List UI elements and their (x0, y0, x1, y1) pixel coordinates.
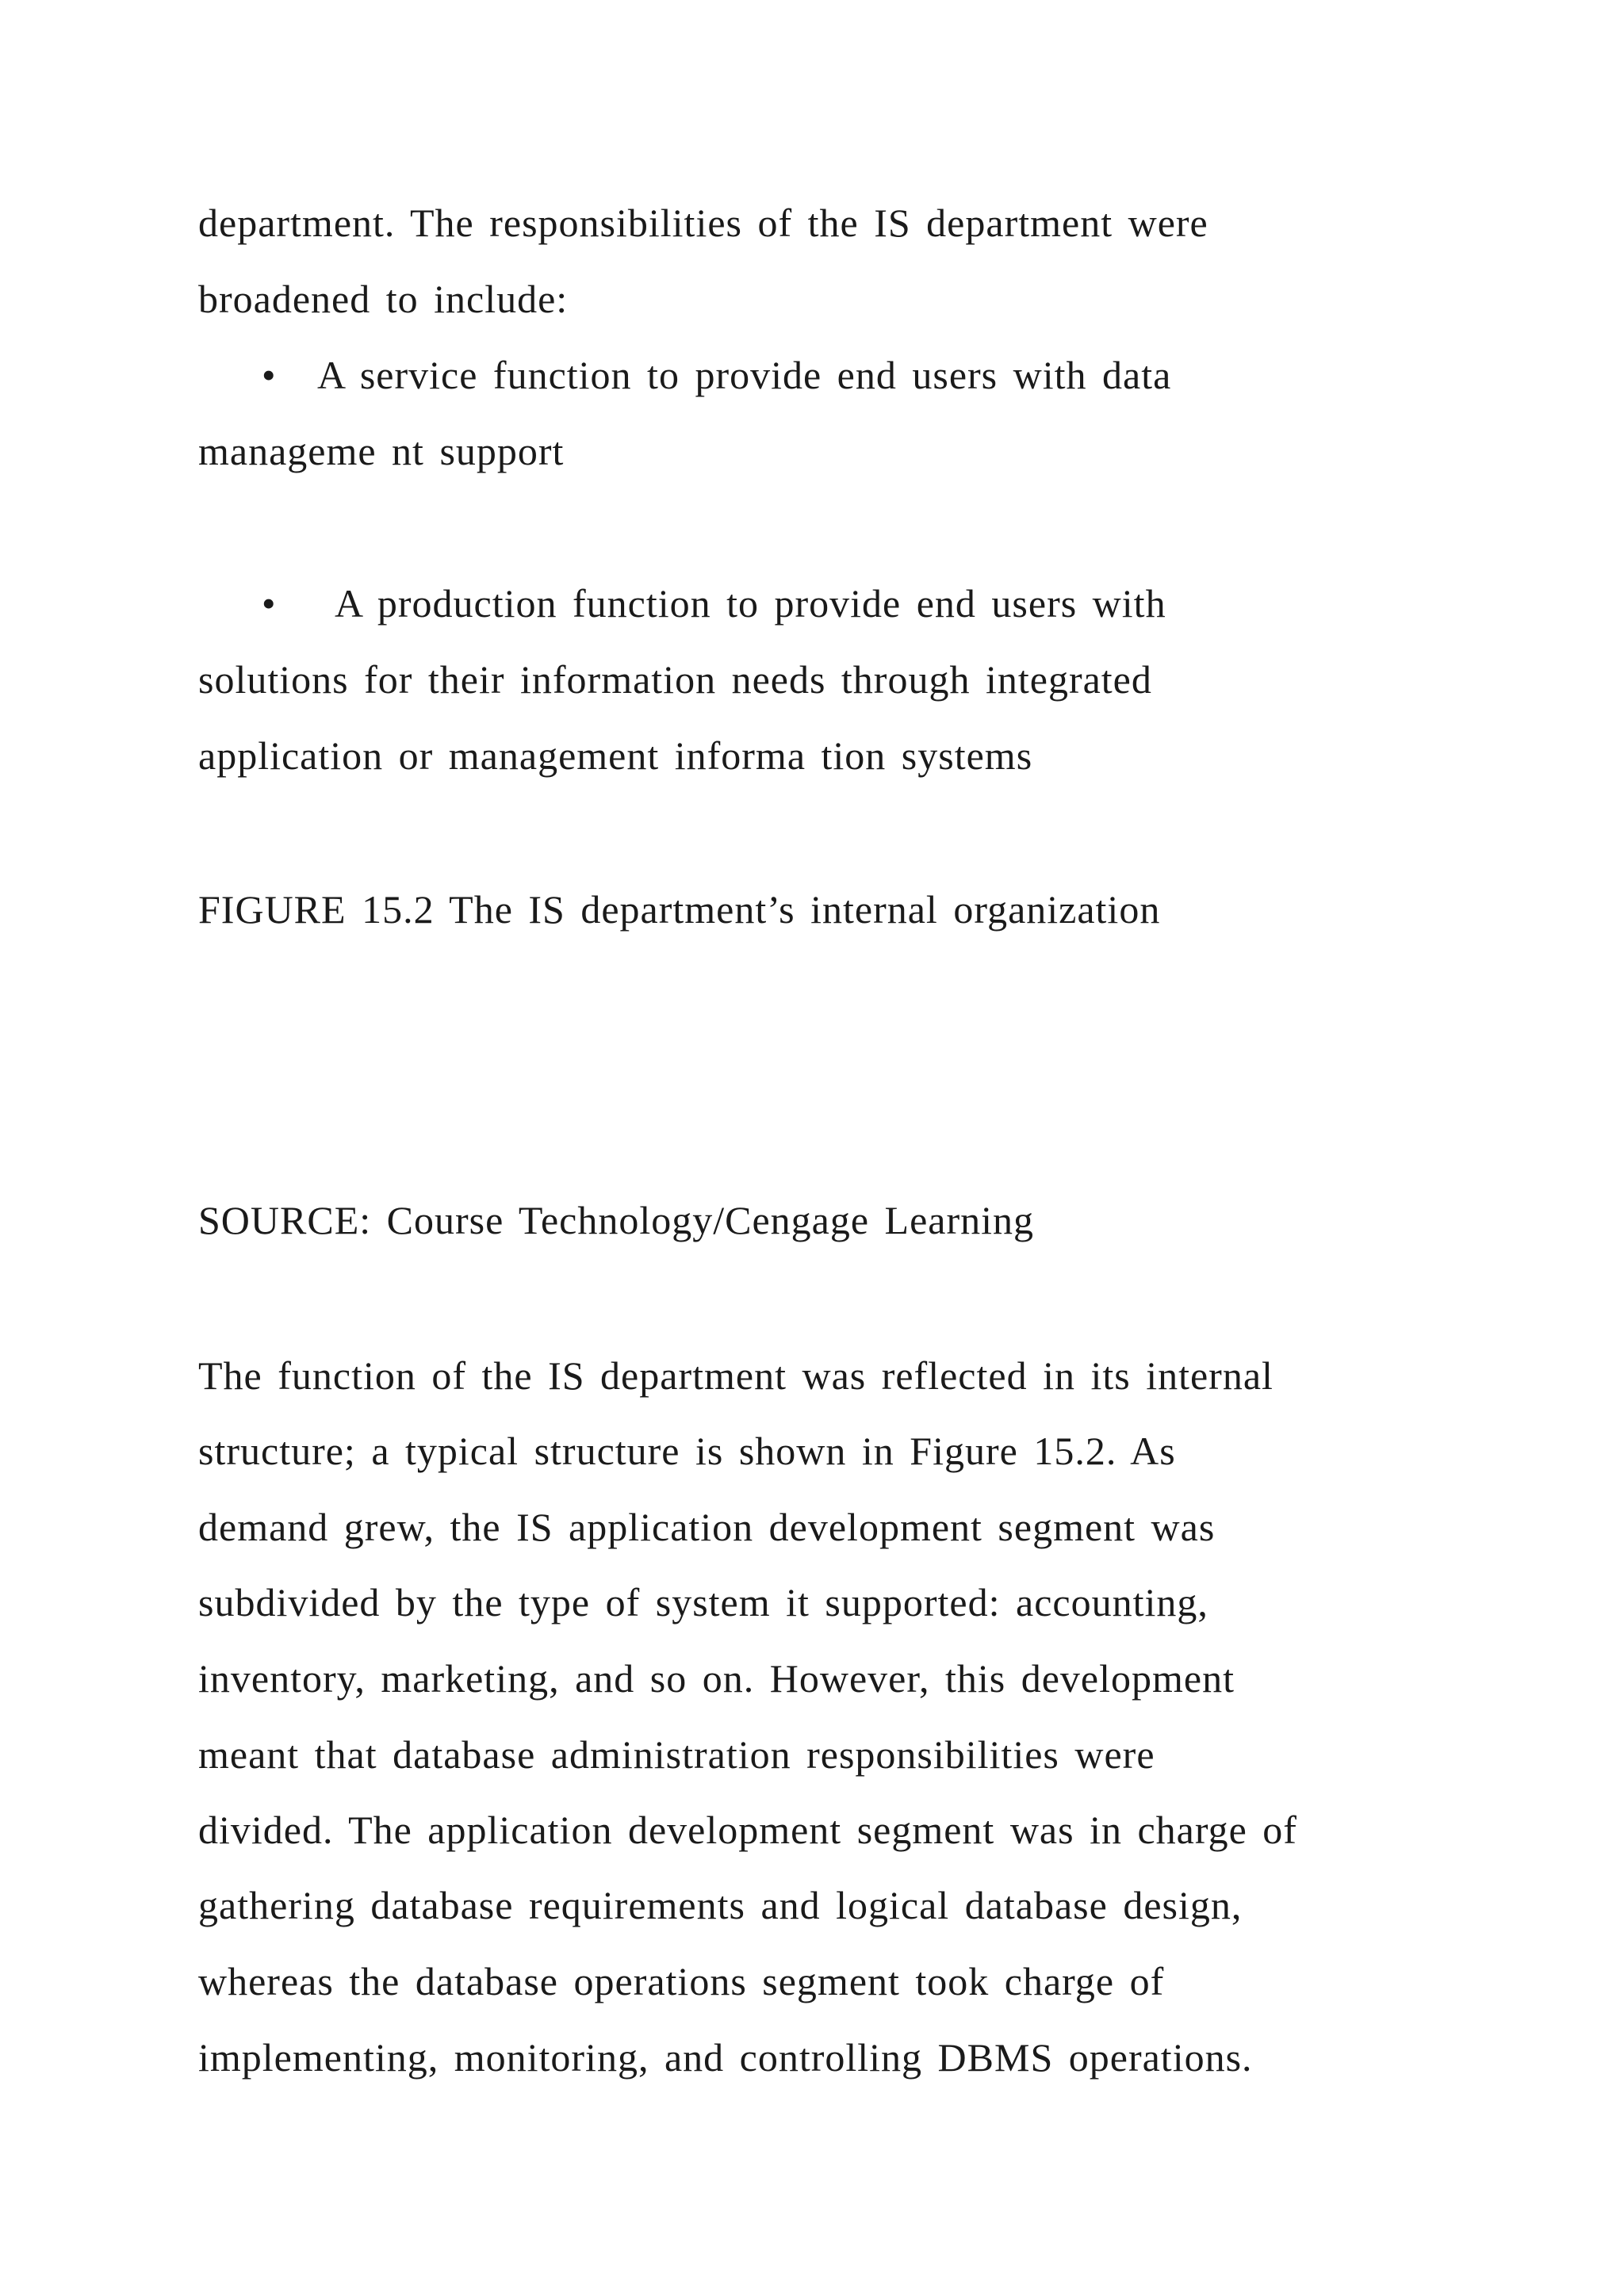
body-line-7: divided. The application development segment was in charge of (198, 1808, 1297, 1852)
bullet-item-2 (262, 580, 1166, 627)
bullet-item-2-continuation-1: solutions for their information needs through integrated (198, 657, 1152, 702)
body-line-10: implementing, monitoring, and controlling DBMS operations. (198, 2035, 1253, 2080)
figure-caption: FIGURE 15.2 The IS department’s internal organization (198, 887, 1161, 932)
body-line-2: structure; a typical structure is shown in Figure 15.2. As (198, 1429, 1176, 1473)
intro-line-2: broadened to include: (198, 277, 569, 321)
figure-source: SOURCE: Course Technology/Cengage Learning (198, 1198, 1035, 1242)
bullet-symbol: • (262, 581, 277, 626)
body-line-1: The function of the IS department was reflected in its internal (198, 1353, 1274, 1398)
body-line-3: demand grew, the IS application development segment was (198, 1505, 1216, 1549)
bullet-item-2-continuation-2: application or management informa tion systems (198, 733, 1033, 778)
body-line-8: gathering database requirements and logical database design, (198, 1883, 1243, 1927)
bullet-text: A production function to provide end users with (335, 581, 1166, 626)
intro-line-1: department. The responsibilities of the IS department were (198, 201, 1208, 245)
body-line-6: meant that database administration responsibilities were (198, 1732, 1155, 1777)
bullet-item-1-continuation: manageme nt support (198, 429, 565, 473)
bullet-symbol: • (262, 353, 277, 397)
body-line-4: subdivided by the type of system it supported: accounting, (198, 1580, 1208, 1624)
body-line-5: inventory, marketing, and so on. However, this development (198, 1656, 1235, 1701)
bullet-text: A service function to provide end users with data (317, 353, 1172, 397)
bullet-item-1 (262, 351, 1171, 399)
body-line-9: whereas the database operations segment took charge of (198, 1959, 1165, 2003)
